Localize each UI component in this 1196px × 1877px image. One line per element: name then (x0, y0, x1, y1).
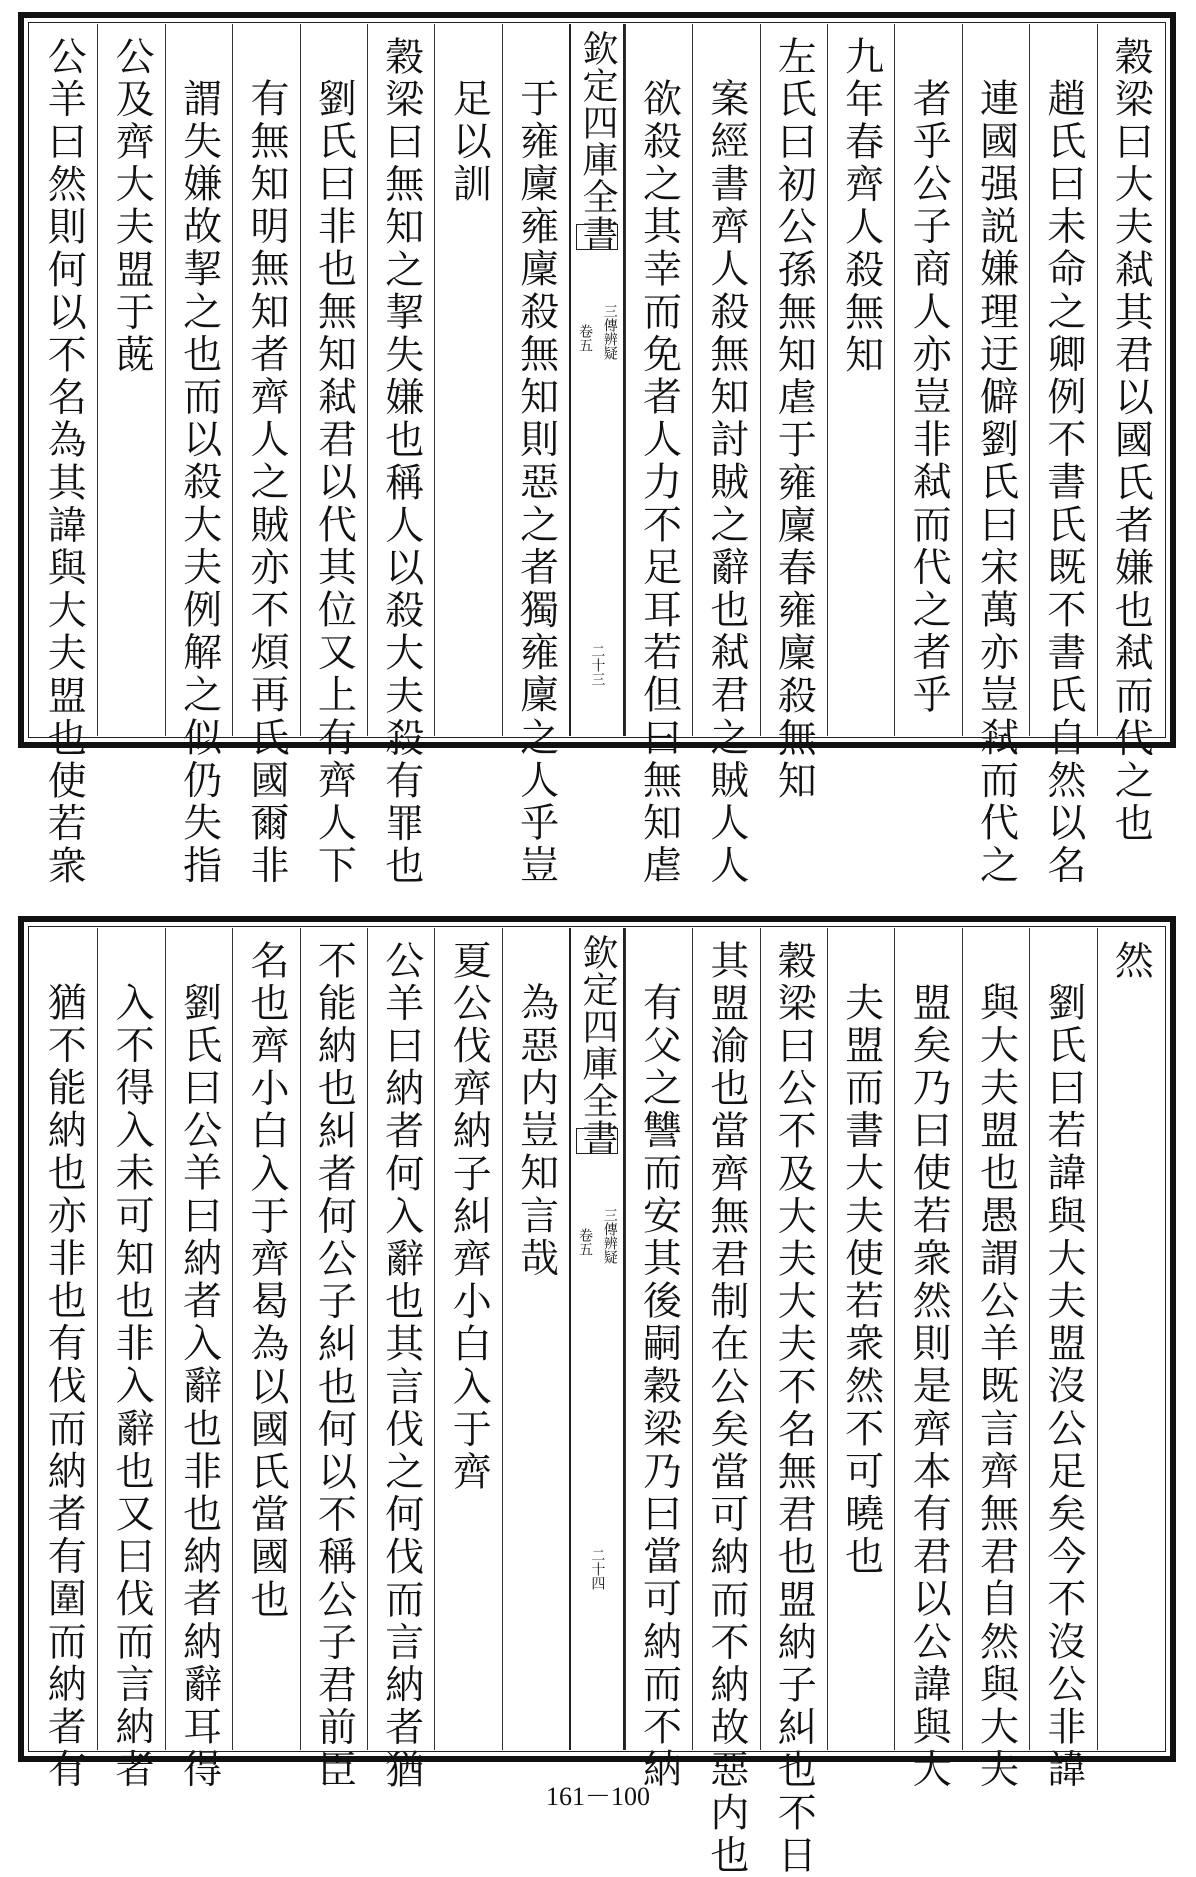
text-column (894, 24, 961, 736)
text-column (827, 928, 894, 1750)
column-text: 盟矣乃曰使若衆然則是齊本有君以公諱與大 (906, 982, 952, 1792)
column-text: 有無知明無知者齊人之賊亦不煩再氏國爾非 (243, 78, 289, 888)
column-text: 公羊曰納者何入辭也其言伐之何伐而言納者猶 (378, 940, 424, 1792)
column-text: 與大夫盟也愚謂公羊既言齊無君自然與大夫 (973, 982, 1019, 1792)
fish-tail-ornament (576, 1128, 617, 1154)
column-text: 連國强説嫌理迂僻劉氏曰宋萬亦豈弒而代之 (973, 78, 1019, 888)
text-column (434, 928, 501, 1750)
column-text: 謂失嫌故挈之也而以殺大夫例解之似仍失指 (176, 78, 222, 888)
column-text: 劉氏曰公羊曰納者入辭也非也納者納辭耳得 (176, 982, 222, 1792)
text-column (300, 928, 367, 1792)
text-column (625, 24, 692, 888)
column-text: 欲殺之其幸而免者人力不足耳若但曰無知虐 (636, 78, 682, 888)
text-column (165, 928, 232, 1792)
text-column (962, 928, 1029, 1792)
text-column (502, 24, 569, 888)
column-text: 名也齊小白入于齊曷為以國氏當國也 (243, 940, 289, 1622)
text-column (1097, 24, 1164, 846)
column-text: 穀梁曰無知之挈失嫌也稱人以殺大夫殺有罪也 (378, 36, 424, 888)
column-text: 者乎公子商人亦豈非弒而代之者乎 (906, 78, 952, 717)
text-column (827, 24, 894, 736)
column-text: 公羊曰然則何以不名為其諱與大夫盟也使若衆 (41, 36, 87, 888)
text-column (962, 24, 1029, 888)
column-text: 夏公伐齊納子糾齊小白入于齊 (446, 940, 492, 1494)
column-text: 夫盟而書大夫使若衆然不可曉也 (838, 982, 884, 1579)
book-title: 欽定四庫全書 (577, 934, 619, 1156)
column-text: 劉氏曰若諱與大夫盟沒公足矣今不沒公非諱 (1040, 982, 1086, 1792)
column-text: 穀梁曰公不及大夫大夫不名無君也盟納子糾也不日 (771, 940, 817, 1877)
text-column (1029, 928, 1096, 1792)
book-title: 欽定四庫全書 (577, 30, 619, 252)
text-column (625, 928, 692, 1792)
column-text: 其盟渝也當齊無君制在公矣當可納而不納故惡内也 (703, 940, 749, 1877)
text-column (434, 24, 501, 736)
center-gutter (569, 24, 624, 736)
text-column (367, 928, 434, 1792)
text-column (97, 928, 164, 1792)
text-column (30, 24, 97, 888)
column-text: 然 (1108, 940, 1154, 983)
column-text: 趙氏曰未命之卿例不書氏既不書氏自然以名 (1040, 78, 1086, 888)
column-text: 有父之讐而安其後嗣穀梁乃曰當可納而不納 (636, 982, 682, 1792)
column-text: 案經書齊人殺無知討賊之辭也弒君之賊人人 (703, 78, 749, 888)
column-text: 左氏曰初公孫無知虐于雍廩春雍廩殺無知 (771, 36, 817, 803)
text-column (1029, 24, 1096, 888)
text-column (894, 928, 961, 1792)
page-number: 161－100 (545, 1782, 650, 1811)
text-column (692, 928, 759, 1877)
text-column (165, 24, 232, 888)
column-text: 公及齊大夫盟于蔇 (109, 36, 155, 377)
text-columns (30, 24, 1164, 888)
book-series: 三傳辨疑 (601, 304, 618, 360)
text-column (502, 928, 569, 1750)
column-text: 為惡内豈知言哉 (513, 982, 559, 1281)
volume-label: 卷五 (576, 324, 593, 352)
book-series: 三傳辨疑 (601, 1208, 618, 1264)
column-text: 穀梁曰大夫弒其君以國氏者嫌也弒而代之也 (1108, 36, 1154, 846)
text-column (760, 24, 827, 803)
column-text: 九年春齊人殺無知 (838, 36, 884, 377)
column-text: 不能納也糾者何公子糾也何以不稱公子君前臣 (311, 940, 357, 1792)
text-column (97, 24, 164, 736)
text-column (30, 928, 97, 1792)
column-text: 劉氏曰非也無知弒君以代其位又上有齊人下 (311, 78, 357, 888)
fish-tail-ornament (576, 224, 617, 250)
leaf-number: 二十三 (589, 644, 606, 686)
column-text: 猶不能納也亦非也有伐而納者有圍而納者有 (41, 982, 87, 1792)
column-text: 于雍廩雍廩殺無知則惡之者獨雍廩之人乎豈 (513, 78, 559, 888)
text-column (1097, 928, 1164, 1750)
text-column (760, 928, 827, 1877)
leaf-number: 二十四 (589, 1548, 606, 1590)
volume-label: 卷五 (576, 1228, 593, 1256)
center-gutter (569, 928, 624, 1750)
upper-page (18, 12, 1176, 888)
text-column (692, 24, 759, 888)
text-column (300, 24, 367, 888)
column-text: 入不得入未可知也非入辭也又曰伐而言納者 (109, 982, 155, 1792)
text-column (232, 928, 299, 1750)
column-text: 足以訓 (446, 78, 492, 206)
text-column (367, 24, 434, 888)
text-column (232, 24, 299, 888)
